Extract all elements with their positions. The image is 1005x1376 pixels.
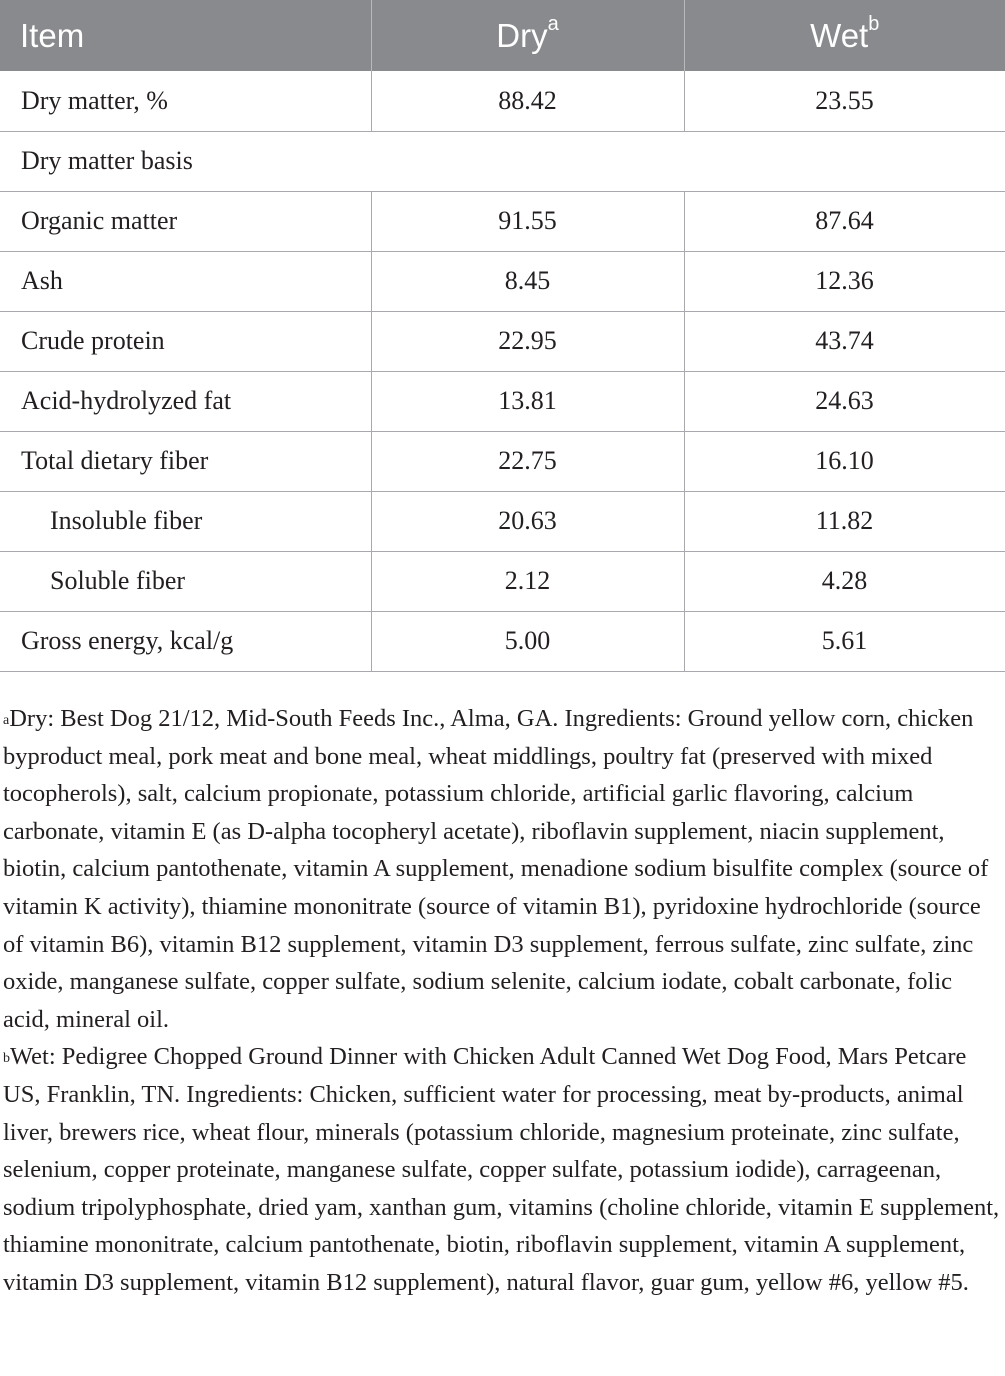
table-row [0,611,1005,671]
header-wet-label: Wet [810,16,869,54]
row-label: Dry matter, % [0,71,371,131]
table-row [0,491,1005,551]
row-label: Ash [0,251,371,311]
dry-value: 22.95 [371,311,684,371]
table-row [0,431,1005,491]
header-dry-label: Dry [496,16,548,54]
dry-value: 91.55 [371,191,684,251]
dry-value: 13.81 [371,371,684,431]
wet-value: 5.61 [684,611,1005,671]
dry-value: 88.42 [371,71,684,131]
footnote-b-marker: b [3,1051,10,1067]
composition-table [0,0,1005,672]
footnote-a [3,700,1003,1038]
table-row [0,131,1005,191]
row-label: Soluble fiber [0,551,371,611]
wet-value: 16.10 [684,431,1005,491]
table-row [0,551,1005,611]
dry-value: 8.45 [371,251,684,311]
header-item: Item [0,0,371,71]
footnote-a-text: Dry: Best Dog 21/12, Mid-South Feeds Inc., Alma, GA. Ingredients: Ground yellow corn, chicken byproduct meal, pork meat and bone meal, wheat middlings, poultry fat (preserved with mixed tocopherols), salt, calcium propionate, potassium chloride, artificial garlic flavoring, calcium carbonate, vitamin E (as D-alpha tocopheryl acetate), riboflavin supplement, niacin supplement, biotin, calcium pantothenate, vitamin A supplement, menadione sodium bisulfite complex (source of vitamin K activity), thiamine mononitrate (source of vitamin B1), pyridoxine hydrochloride (source of vitamin B6), vitamin B12 supplement, vitamin D3 supplement, ferrous sulfate, zinc sulfate, zinc oxide, manganese sulfate, copper sulfate, sodium selenite, calcium iodate, cobalt carbonate, folic acid, mineral oil. [3,705,989,1033]
wet-value: 43.74 [684,311,1005,371]
wet-value: 12.36 [684,251,1005,311]
footnotes [3,700,1003,1302]
table-row [0,251,1005,311]
wet-value [684,131,1005,191]
row-label: Insoluble fiber [0,491,371,551]
row-label: Acid-hydrolyzed fat [0,371,371,431]
table-body [0,71,1005,671]
dry-value: 5.00 [371,611,684,671]
table-row [0,311,1005,371]
header-wet-footnote-marker: b [868,12,880,35]
table-row [0,191,1005,251]
row-label: Total dietary fiber [0,431,371,491]
footnote-b-text: Wet: Pedigree Chopped Ground Dinner with Chicken Adult Canned Wet Dog Food, Mars Petcare US, Franklin, TN. Ingredients: Chicken, sufficient water for processing, meat by-products, animal liver, brewers rice, wheat flour, minerals (potassium chloride, magnesium proteinate, zinc sulfate, selenium, copper proteinate, manganese sulfate, copper sulfate, potassium iodide), carrageenan, sodium tripolyphosphate, dried yam, xanthan gum, vitamins (choline chloride, vitamin E supplement, thiamine mononitrate, calcium pantothenate, biotin, riboflavin supplement, vitamin A supplement, vitamin D3 supplement, vitamin B12 supplement), natural flavor, guar gum, yellow #6, yellow #5. [3,1043,1000,1296]
footnote-b [3,1038,1003,1301]
dry-value: 20.63 [371,491,684,551]
dry-value: 22.75 [371,431,684,491]
footnote-a-marker: a [3,713,10,728]
wet-value: 23.55 [684,71,1005,131]
wet-value: 87.64 [684,191,1005,251]
row-label: Organic matter [0,191,371,251]
table-header-row [0,0,1005,71]
row-label: Dry matter basis [0,131,371,191]
header-dry [371,0,684,71]
wet-value: 24.63 [684,371,1005,431]
header-wet [684,0,1005,71]
wet-value: 4.28 [684,551,1005,611]
wet-value: 11.82 [684,491,1005,551]
dry-value: 2.12 [371,551,684,611]
dry-value [371,131,684,191]
row-label: Crude protein [0,311,371,371]
row-label: Gross energy, kcal/g [0,611,371,671]
table-row [0,71,1005,131]
table-row [0,371,1005,431]
header-dry-footnote-marker: a [547,12,559,35]
